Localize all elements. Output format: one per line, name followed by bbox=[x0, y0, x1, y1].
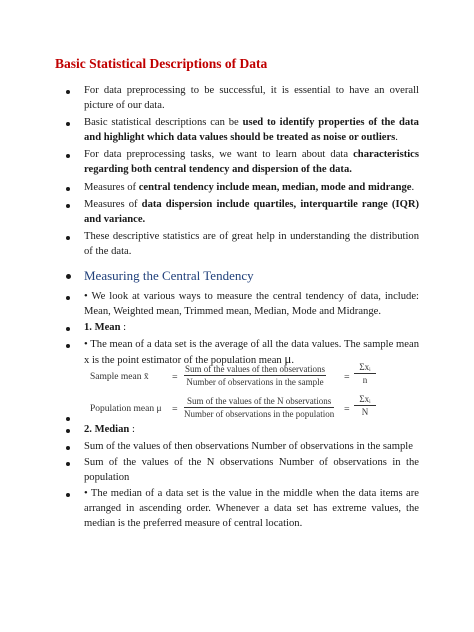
bullet-icon bbox=[66, 122, 70, 126]
section-heading-text: Measuring the Central Tendency bbox=[84, 268, 254, 283]
median-heading: 2. Median bbox=[84, 424, 130, 435]
bullet-icon bbox=[66, 274, 71, 279]
formula-sum-fraction bbox=[354, 394, 376, 417]
bullet-text: Sum of the values of then observations Number of observations in the sample bbox=[84, 440, 413, 452]
bullet-text: Basic statistical descriptions can be bbox=[84, 117, 243, 129]
formula-numerator: Sum of the values of the N observations bbox=[184, 396, 334, 408]
mu-symbol: μ bbox=[284, 351, 292, 367]
list-item bbox=[0, 456, 474, 485]
list-item bbox=[0, 487, 474, 531]
list-item bbox=[0, 116, 474, 145]
bullet-icon bbox=[66, 446, 70, 450]
median-heading-colon: : bbox=[129, 424, 135, 435]
mean-heading-colon: : bbox=[120, 322, 127, 334]
bullet-icon bbox=[66, 154, 70, 158]
page-title: Basic Statistical Descriptions of Data bbox=[55, 56, 268, 71]
bullet-text: • The median of a data set is the value in the middle when the data items are arranged in ascending order. Whenever a data set has extreme values, the median is the preferred measure of central location. bbox=[84, 488, 419, 529]
equals-sign: = bbox=[344, 404, 350, 415]
bullet-icon bbox=[66, 344, 70, 348]
bullet-text: These descriptive statistics are of great help in understanding the distribution of the data. bbox=[84, 231, 419, 257]
bullet-icon bbox=[66, 493, 70, 497]
bullet-icon bbox=[66, 327, 70, 331]
formula-label: Sample mean x̄ bbox=[90, 372, 149, 382]
formula-denominator: Number of observations in the population bbox=[184, 409, 335, 419]
list-item bbox=[0, 423, 474, 438]
bullet-text: Measures of bbox=[84, 199, 142, 211]
bullet-text: For data preprocessing tasks, we want to learn about data bbox=[84, 149, 354, 161]
central-tendency-list bbox=[0, 290, 474, 371]
bullet-bold-text: used to identify properties of the data and highlight which data values should be treated as noise or outliers bbox=[84, 117, 419, 143]
bullet-text: For data preprocessing to be successful, it is essential to have an overall picture of our data. bbox=[84, 85, 419, 111]
equals-sign: = bbox=[344, 372, 350, 383]
formula-sum-numerator: Σxᵢ bbox=[354, 362, 376, 374]
bullet-icon bbox=[66, 296, 70, 300]
bullet-bold-text: characteristics regarding both central tendency and dispersion of the data. bbox=[84, 149, 419, 175]
bullet-text: . bbox=[291, 355, 295, 367]
bullet-icon bbox=[66, 236, 70, 240]
bullet-bold-text: data dispersion include quartiles, interquartile range (IQR) and variance. bbox=[84, 199, 419, 225]
list-item bbox=[0, 230, 474, 259]
equals-sign: = bbox=[172, 372, 178, 383]
section-heading bbox=[0, 268, 474, 286]
bullet-icon bbox=[66, 187, 70, 191]
bullet-icon bbox=[66, 429, 70, 433]
formula-sum-denominator: n bbox=[362, 375, 368, 385]
bullet-icon bbox=[66, 204, 70, 208]
formula-sum-numerator: Σxᵢ bbox=[354, 394, 376, 406]
population-mean-formula bbox=[90, 396, 380, 422]
list-item bbox=[0, 321, 474, 336]
formula-denominator: Number of observations in the sample bbox=[186, 377, 324, 387]
bullet-text: . bbox=[395, 131, 398, 143]
formula-label: Population mean μ bbox=[90, 404, 162, 414]
bullet-text: • The mean of a data set is the average of all the data values. The sample mean x is the point estimator of the population mean bbox=[84, 338, 419, 367]
bullet-icon bbox=[66, 90, 70, 94]
formula-numerator: Sum of the values of then observations bbox=[185, 364, 325, 374]
median-list bbox=[0, 423, 474, 533]
formula-fraction bbox=[184, 364, 326, 387]
bullet-text: Sum of the values of the N observations Number of observations in the population bbox=[84, 457, 419, 483]
bullet-icon bbox=[66, 462, 70, 466]
list-item bbox=[0, 181, 474, 196]
bullet-bold-text: central tendency include mean, median, mode and midrange bbox=[138, 181, 412, 193]
bullet-text: • We look at various ways to measure the central tendency of data, include: Mean, Weighted mean, Trimmed mean, Median, Mode and Midrange. bbox=[84, 291, 419, 317]
list-item bbox=[0, 148, 474, 177]
bullet-icon bbox=[66, 417, 70, 421]
bullet-text: Measures of bbox=[84, 181, 139, 193]
formula-fraction bbox=[184, 396, 334, 419]
bullet-text: . bbox=[411, 181, 415, 193]
mean-heading: 1. Mean bbox=[84, 322, 121, 334]
list-item bbox=[0, 198, 474, 227]
list-item bbox=[0, 84, 474, 113]
list-item bbox=[0, 290, 474, 319]
intro-bullet-list bbox=[0, 84, 474, 263]
list-item bbox=[0, 440, 474, 455]
formula-sum-fraction bbox=[354, 362, 376, 385]
sample-mean-formula bbox=[90, 364, 380, 390]
formula-sum-denominator: N bbox=[361, 407, 369, 417]
equals-sign: = bbox=[172, 404, 178, 415]
